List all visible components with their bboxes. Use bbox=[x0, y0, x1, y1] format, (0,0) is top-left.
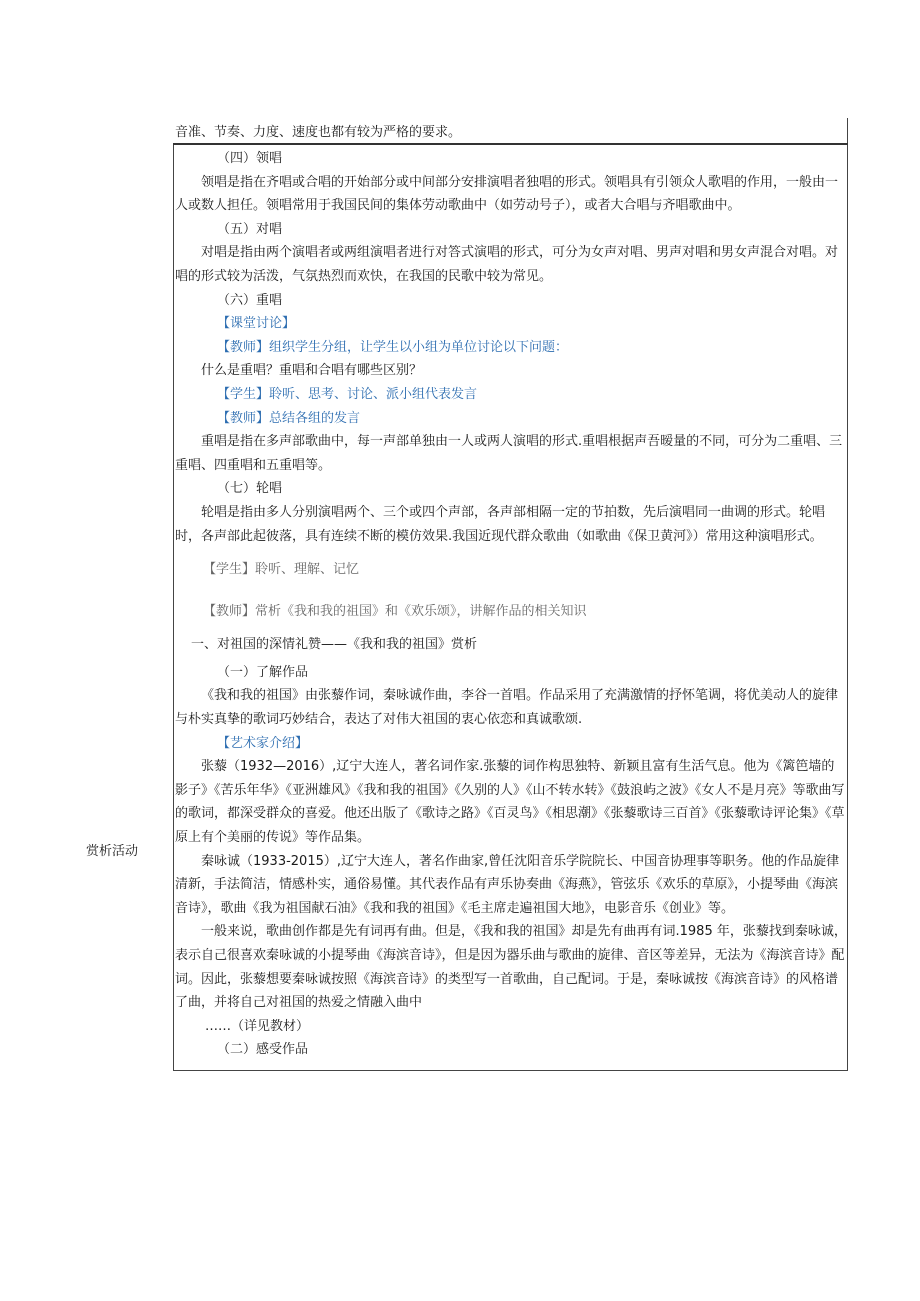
heading-six: （六）重唱 bbox=[217, 292, 283, 308]
discussion-tag: 【课堂讨论】 bbox=[217, 316, 296, 332]
content-cell bbox=[175, 147, 847, 1062]
artist-tag: 【艺术家介绍】 bbox=[217, 735, 309, 751]
discussion-question: 什么是重唱？重唱和合唱有哪些区别？ bbox=[201, 363, 423, 379]
table-left-border bbox=[173, 143, 174, 1071]
heading-seven: （七）轮唱 bbox=[217, 481, 283, 497]
paragraph-lingchang: 领唱是指在齐唱或合唱的开始部分或中间部分安排演唱者独唱的形式。领唱具有引领众人歌唱的作用，一般由一人或数人担任。领唱常用于我国民间的集体劳动歌曲中（如劳动号子），或者大合唱与齐唱歌曲中。 bbox=[175, 174, 839, 214]
paragraph-work: 《我和我的祖国》由张藜作词，秦咏诚作曲，李谷一首唱。作品采用了充满激情的抒怀笔调，将优美动人的旋律与朴实真挚的歌词巧妙结合，表达了对伟大祖国的衷心依恋和真诚歌颂. bbox=[175, 688, 839, 728]
paragraph-lunchang: 轮唱是指由多人分别演唱两个、三个或四个声部，各声部相隔一定的节拍数，先后演唱同一曲调的形式。轮唱时，各声部此起彼落，具有连续不断的模仿效果.我国近现代群众歌曲（如歌曲《保卫黄河》）常用这种演唱形式。 bbox=[175, 504, 826, 544]
teacher-instruction-2: 【教师】常析《我和我的祖国》和《欢乐颂》，讲解作品的相关知识 bbox=[203, 603, 587, 619]
teacher-instruction: 【教师】组织学生分组，让学生以小组为单位讨论以下问题： bbox=[217, 339, 569, 355]
table-bottom-border bbox=[173, 1070, 848, 1071]
row-label: 赏析活动 bbox=[86, 844, 139, 859]
table-right-border bbox=[847, 118, 848, 1071]
see-textbook: ……（详见教材） bbox=[205, 1018, 310, 1034]
paragraph-qin: 秦咏诚（1933-2015）,辽宁大连人，著名作曲家,曾任沈阳音乐学院院长、中国音协理事等职务。他的作品旋律清新，手法简洁，情感朴实，通俗易懂。其代表作品有声乐协奏曲《海燕》，管弦乐《欢乐的草原》，小提琴曲《海滨音诗》，歌曲《我为祖国献石油》《我和我的祖国》《毛主席走遍祖国大地》，电影音乐《创业》等。 bbox=[175, 853, 840, 916]
heading-four: （四）领唱 bbox=[217, 151, 283, 166]
student-activity-2: 【学生】聆听、理解、记忆 bbox=[203, 562, 360, 578]
student-activity: 【学生】聆听、思考、讨论、派小组代表发言 bbox=[217, 386, 478, 402]
paragraph-duichang: 对唱是指由两个演唱者或两组演唱者进行对答式演唱的形式，可分为女声对唱、男声对唱和男女声混合对唱。对唱的形式较为活泼，气氛热烈而欢快，在我国的民歌中较为常见。 bbox=[175, 245, 839, 284]
subheading-feel: （二）感受作品 bbox=[217, 1042, 309, 1058]
subheading-understand: （一）了解作品 bbox=[217, 664, 309, 680]
top-row-text: 音准、节奏、力度、速度也都有较为严格的要求。 bbox=[175, 125, 462, 140]
teacher-summary: 【教师】总结各组的发言 bbox=[217, 410, 361, 426]
paragraph-chongchang: 重唱是指在多声部歌曲中，每一声部单独由一人或两人演唱的形式.重唱根据声吾暧量的不同，可分为二重唱、三重唱、四重唱和五重唱等。 bbox=[175, 434, 843, 473]
heading-five: （五）对唱 bbox=[217, 221, 283, 237]
paragraph-zhangli: 张藜（1932—2016）,辽宁大连人，著名词作家.张藜的词作构思独特、新颖且富有生活气息。他为《篱笆墙的影子》《苦乐年华》《亚洲雄风》《我和我的祖国》《久别的人》《山不转水转》《鼓浪屿之波》《女人不是月亮》等歌曲写的歌词，都深受群众的喜爱。他还出版了《歌诗之路》《百灵鸟》《相思潮》《张藜歌诗三百首》《张藜歌诗评论集》《草原上有个美丽的传说》等作品集。 bbox=[175, 759, 845, 846]
section-title: 一、对祖国的深情礼赞——《我和我的祖国》赏析 bbox=[191, 637, 478, 653]
paragraph-general: 一般来说，歌曲创作都是先有词再有曲。但是，《我和我的祖国》却是先有曲再有词.1985 年，张藜找到秦咏诚，表示自己很喜欢秦咏诚的小提琴曲《海滨音诗》，但是因为器乐曲与歌曲的旋律、音区等差异，无法为《海滨音诗》配词。因此，张藜想要秦咏诚按照《海滨音诗》的类型写一首歌曲，自己配词。于是，秦咏诚按《海滨音诗》的风格谱了曲，并将自己对祖国的热爱之情融入曲中 bbox=[175, 924, 847, 1011]
